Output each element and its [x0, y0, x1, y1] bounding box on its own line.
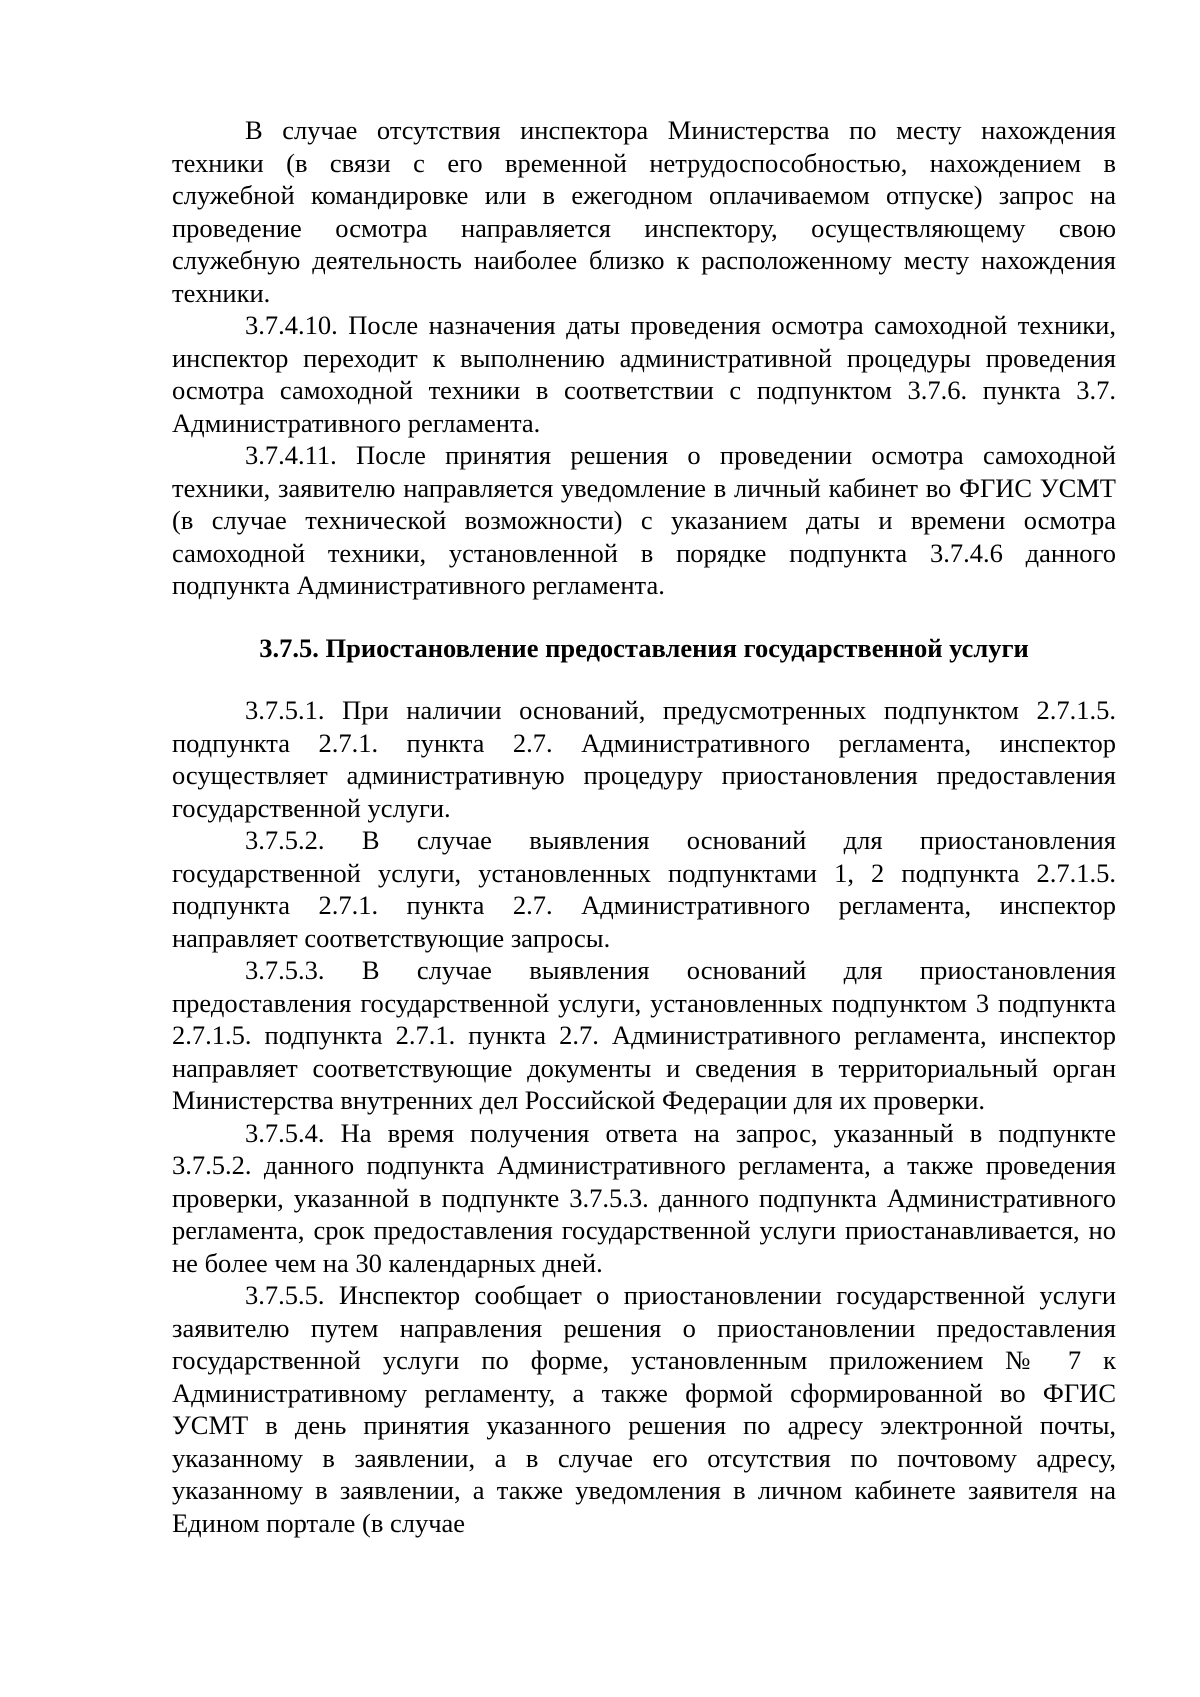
section-heading-3-7-5: 3.7.5. Приостановление предоставления государственной услуги [259, 632, 1029, 663]
paragraph-3-7-5-5: 3.7.5.5. Инспектор сообщает о приостановлении государственной услуги заявителю путем направления решения о приостановлении предоставления государственной услуги по форме, установленным приложением № 7 к Административному регламенту, а также формой сформированной во ФГИС УСМТ в день принятия указанного решения по адресу электронной почты, указанному в заявлении, а в случае его отсутствия по почтовому адресу, указанному в заявлении, а также уведомления в личном кабинете заявителя на Едином портале (в случае [172, 1280, 1116, 1538]
spacer [172, 602, 1116, 632]
paragraph-3-7-4-10: 3.7.4.10. После назначения даты проведения осмотра самоходной техники, инспектор переходит к выполнению административной процедуры проведения осмотра самоходной техники в соответствии с подпунктом 3.7.6. пункта 3.7. Административного регламента. [172, 310, 1116, 438]
paragraph-inspector-absence: В случае отсутствия инспектора Министерства по месту нахождения техники (в связи с его временной нетрудоспособностью, нахождением в служебной командировке или в ежегодном оплачиваемом отпуске) запрос на проведение осмотра направляется инспектору, осуществляющему свою служебную деятельность наиболее близко к расположенному месту нахождения техники. [172, 115, 1116, 308]
paragraph-3-7-4-11: 3.7.4.11. После принятия решения о проведении осмотра самоходной техники, заявителю направляется уведомление в личный кабинет во ФГИС УСМТ (в случае технической возможности) с указанием даты и времени осмотра самоходной техники, установленной в порядке подпункта 3.7.4.6 данного подпункта Административного регламента. [172, 440, 1116, 600]
paragraph-3-7-5-3: 3.7.5.3. В случае выявления оснований для приостановления предоставления государственной услуги, установленных подпунктом 3 подпункта 2.7.1.5. подпункта 2.7.1. пункта 2.7. Административного регламента, инспектор направляет соответствующие документы и сведения в территориальный орган Министерства внутренних дел Российской Федерации для их проверки. [172, 955, 1116, 1115]
spacer [172, 664, 1116, 694]
document-body [172, 114, 1116, 1539]
paragraph-3-7-5-2: 3.7.5.2. В случае выявления оснований для приостановления государственной услуги, установленных подпунктами 1, 2 подпункта 2.7.1.5. подпункта 2.7.1. пункта 2.7. Административного регламента, инспектор направляет соответствующие запросы. [172, 825, 1116, 953]
paragraph-3-7-5-4: 3.7.5.4. На время получения ответа на запрос, указанный в подпункте 3.7.5.2. данного подпункта Административного регламента, а также проведения проверки, указанной в подпункте 3.7.5.3. данного подпункта Административного регламента, срок предоставления государственной услуги приостанавливается, но не более чем на 30 календарных дней. [172, 1117, 1116, 1278]
paragraph-3-7-5-1: 3.7.5.1. При наличии оснований, предусмотренных подпунктом 2.7.1.5. подпункта 2.7.1. пункта 2.7. Административного регламента, инспектор осуществляет административную процедуру приостановления предоставления государственной услуги. [172, 695, 1116, 823]
